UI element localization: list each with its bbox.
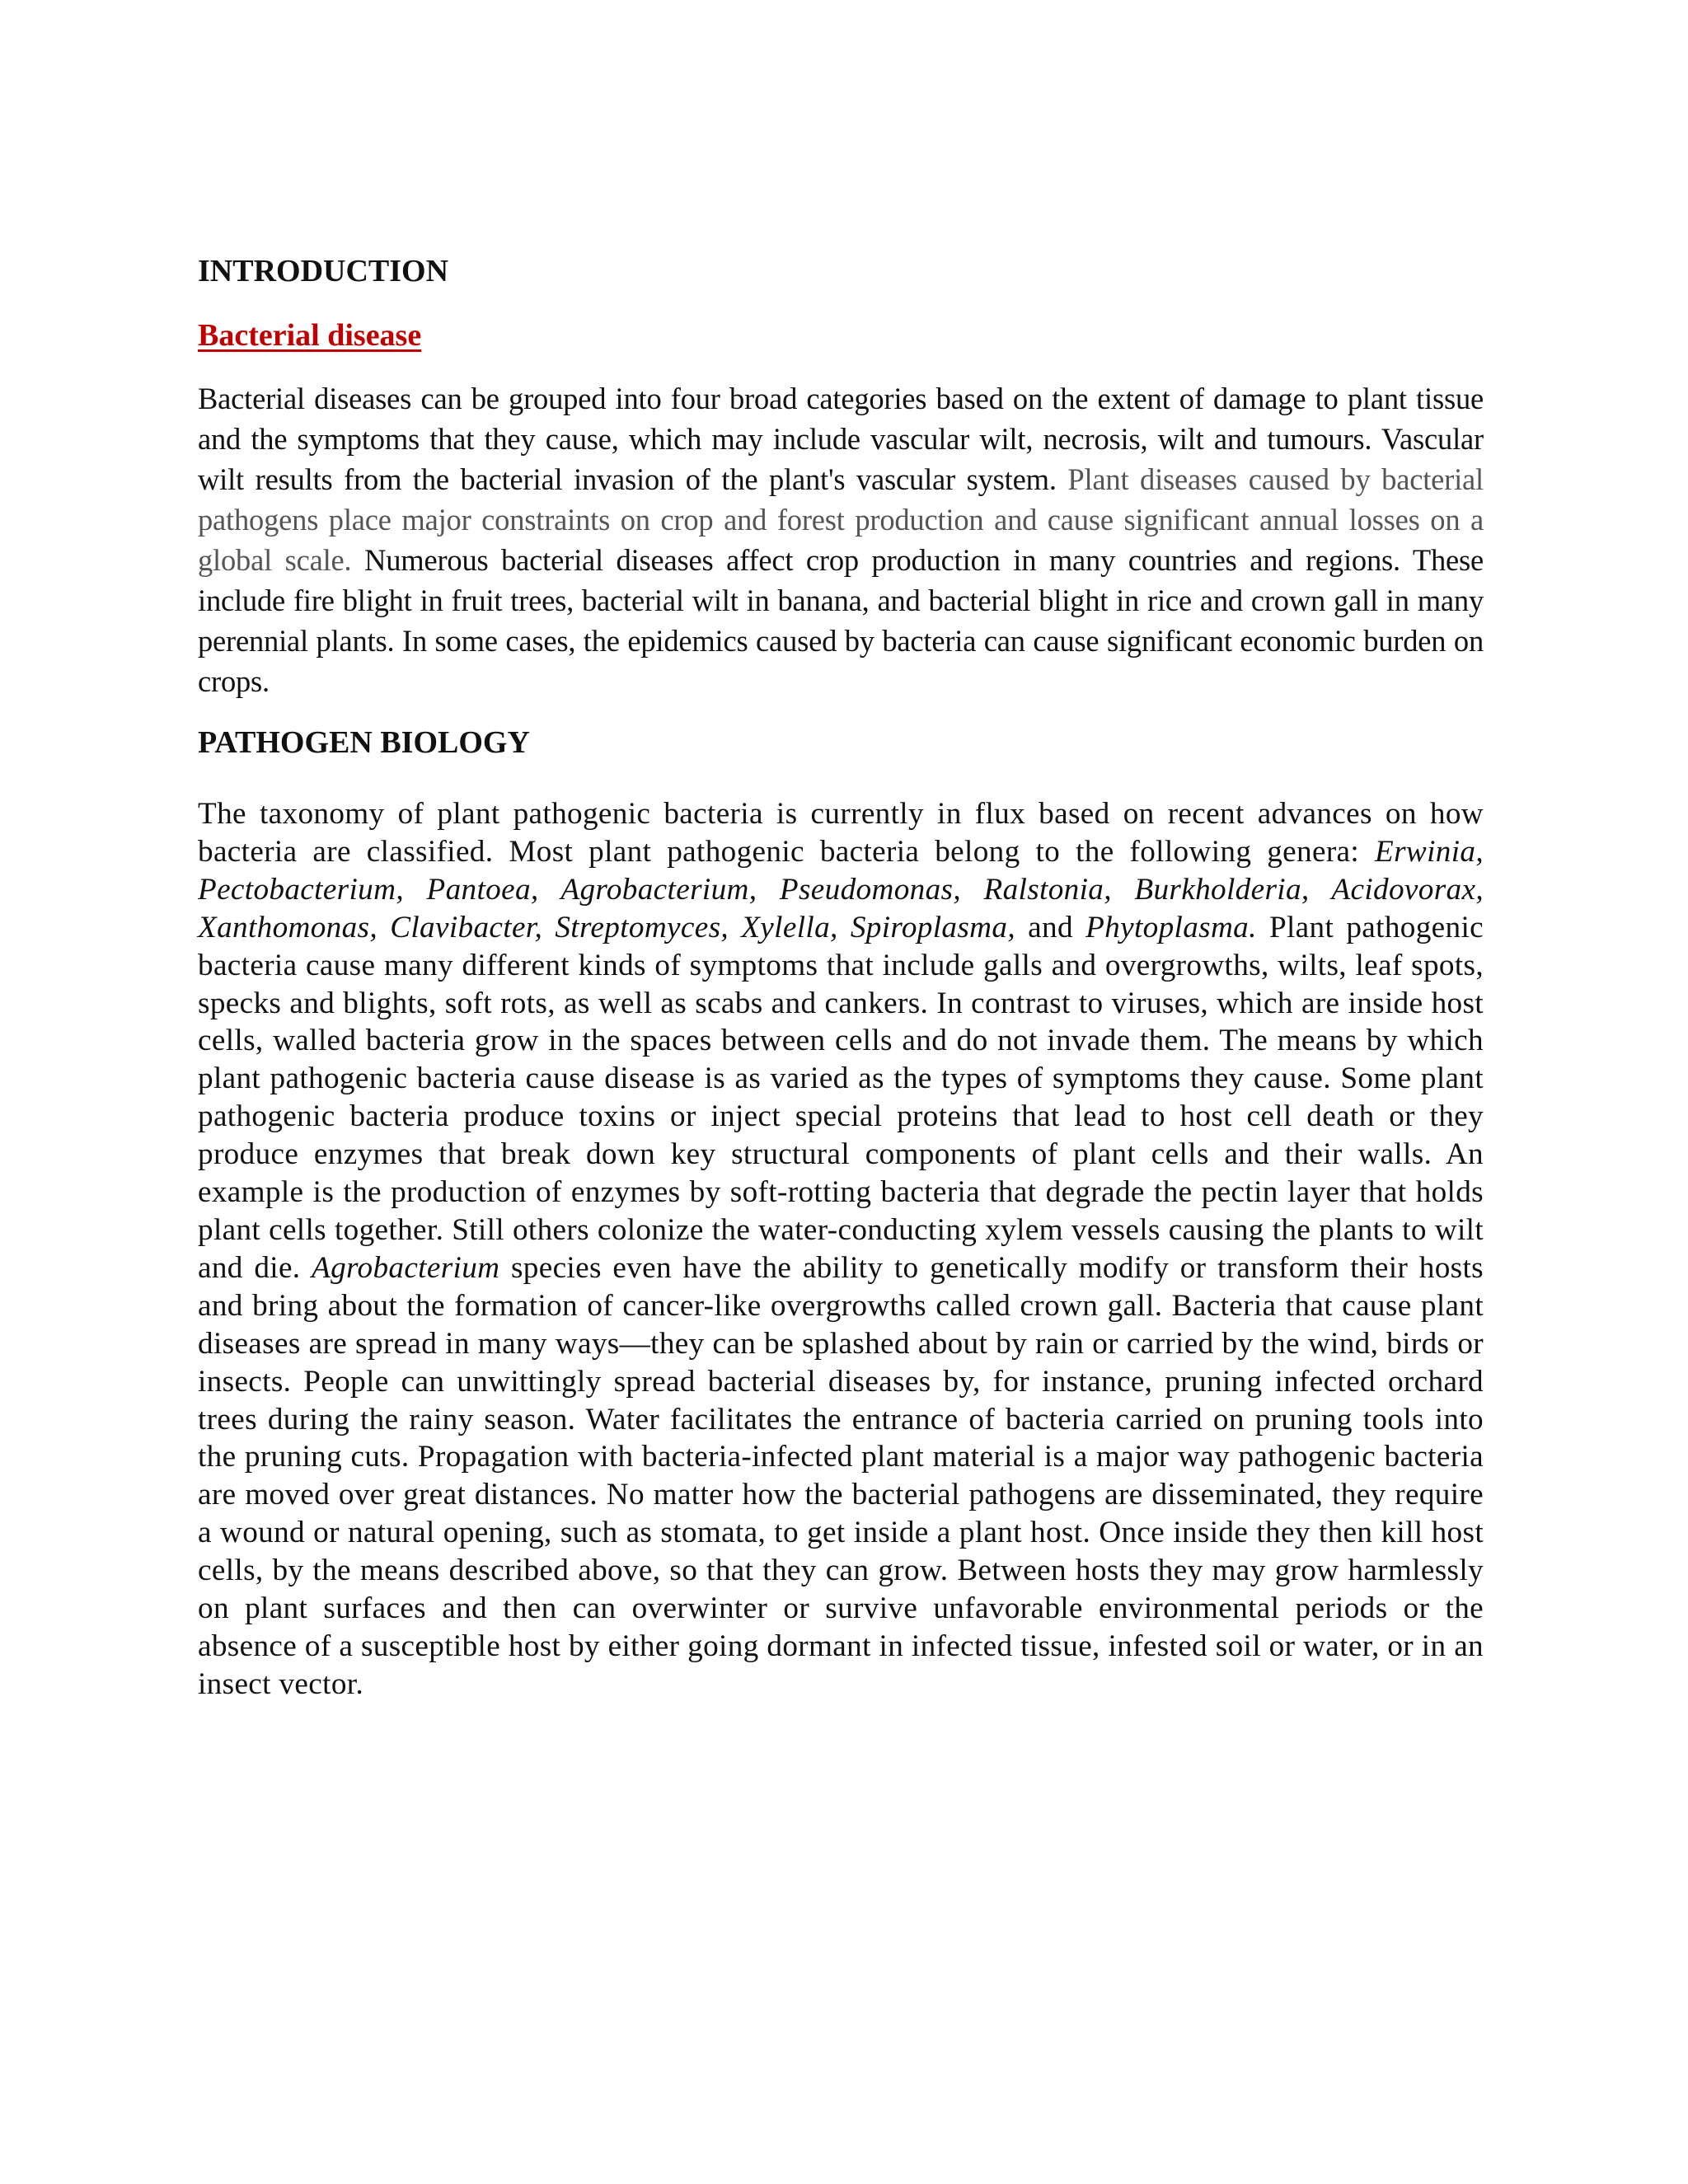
pathogen-text-2: Plant pathogenic bacteria cause many different kinds of symptoms that include galls and overgrowths, wilts, leaf spots, specks and blights, soft rots, as well as scabs and cankers. In contrast to viruses, which are inside host cells, walled bacteria grow in the spaces between cells and do not invade them. The means by which plant pathogenic bacteria cause disease is as varied as the types of symptoms they cause. Some plant pathogenic bacteria produce toxins or inject special proteins that lead to host cell death or they produce enzymes that break down key structural components of plant cells and their walls. An example is the production of enzymes by soft-rotting bacteria that degrade the pectin layer that holds plant cells together. Still others colonize the water-conducting xylem vessels causing the plants to wilt and die.	[198, 910, 1484, 1285]
intro-text-part1: Bacterial diseases can be grouped into four broad categories based on the extent of damage to plant tissue and the symptoms that they cause, which may include vascular wilt, necrosis, wilt and tumours. Vascular wilt results from the bacterial invasion of the plant's vascular system.	[198, 382, 1484, 496]
pathogen-biology-heading: PATHOGEN BIOLOGY	[198, 725, 530, 760]
document-page	[198, 251, 1484, 1704]
pathogen-text-3: species even have the ability to genetically modify or transform their hosts and bring about the formation of cancer-like overgrowths called crown gall. Bacteria that cause plant diseases are spread in many ways—they can be splashed about by rain or carried by the wind, birds or insects. People can unwittingly spread bacterial diseases by, for instance, pruning infected orchard trees during the rainy season. Water facilitates the entrance of bacteria carried on pruning tools into the pruning cuts. Propagation with bacteria-infected plant material is a major way pathogenic bacteria are moved over great distances. No matter how the bacterial pathogens are disseminated, they require a wound or natural opening, such as stomata, to get inside a plant host. Once inside they then kill host cells, by the means described above, so that they can grow. Between hosts they may grow harmlessly on plant surfaces and then can overwinter or survive unfavorable environmental periods or the absence of a susceptible host by either going dormant in infected tissue, infested soil or water, or in an insect vector.	[198, 1250, 1484, 1701]
text-and: and	[1015, 910, 1086, 944]
genera-list: Erwinia, Pectobacterium, Pantoea, Agrobacterium, Pseudomonas, Ralstonia, Burkholderia, Acidovorax, Xanthomonas, Clavibacter, Streptomyces, Xylella, Spiroplasma,	[198, 834, 1484, 944]
intro-text-part3: Numerous bacterial diseases affect crop production in many countries and regions. These include fire blight in fruit trees, bacterial wilt in banana, and bacterial blight in rice and crown gall in many perennial plants. In some cases, the epidemics caused by bacteria can cause significant economic burden on crops.	[198, 543, 1484, 698]
genus-phytoplasma: Phytoplasma.	[1085, 910, 1257, 944]
bacterial-disease-subheading: Bacterial disease	[198, 318, 422, 353]
introduction-heading: INTRODUCTION	[198, 254, 449, 288]
pathogen-text-1: The taxonomy of plant pathogenic bacteria is currently in flux based on recent advances on how bacteria are classified. Most plant pathogenic bacteria belong to the following genera:	[198, 797, 1484, 869]
intro-text-gray: Plant diseases caused by bacterial pathogens place major constraints on crop and forest production and cause significant annual losses on a global scale.	[198, 462, 1484, 577]
introduction-paragraph	[198, 378, 1484, 701]
pathogen-biology-paragraph	[198, 795, 1484, 1704]
genus-agrobacterium: Agrobacterium	[312, 1250, 500, 1285]
